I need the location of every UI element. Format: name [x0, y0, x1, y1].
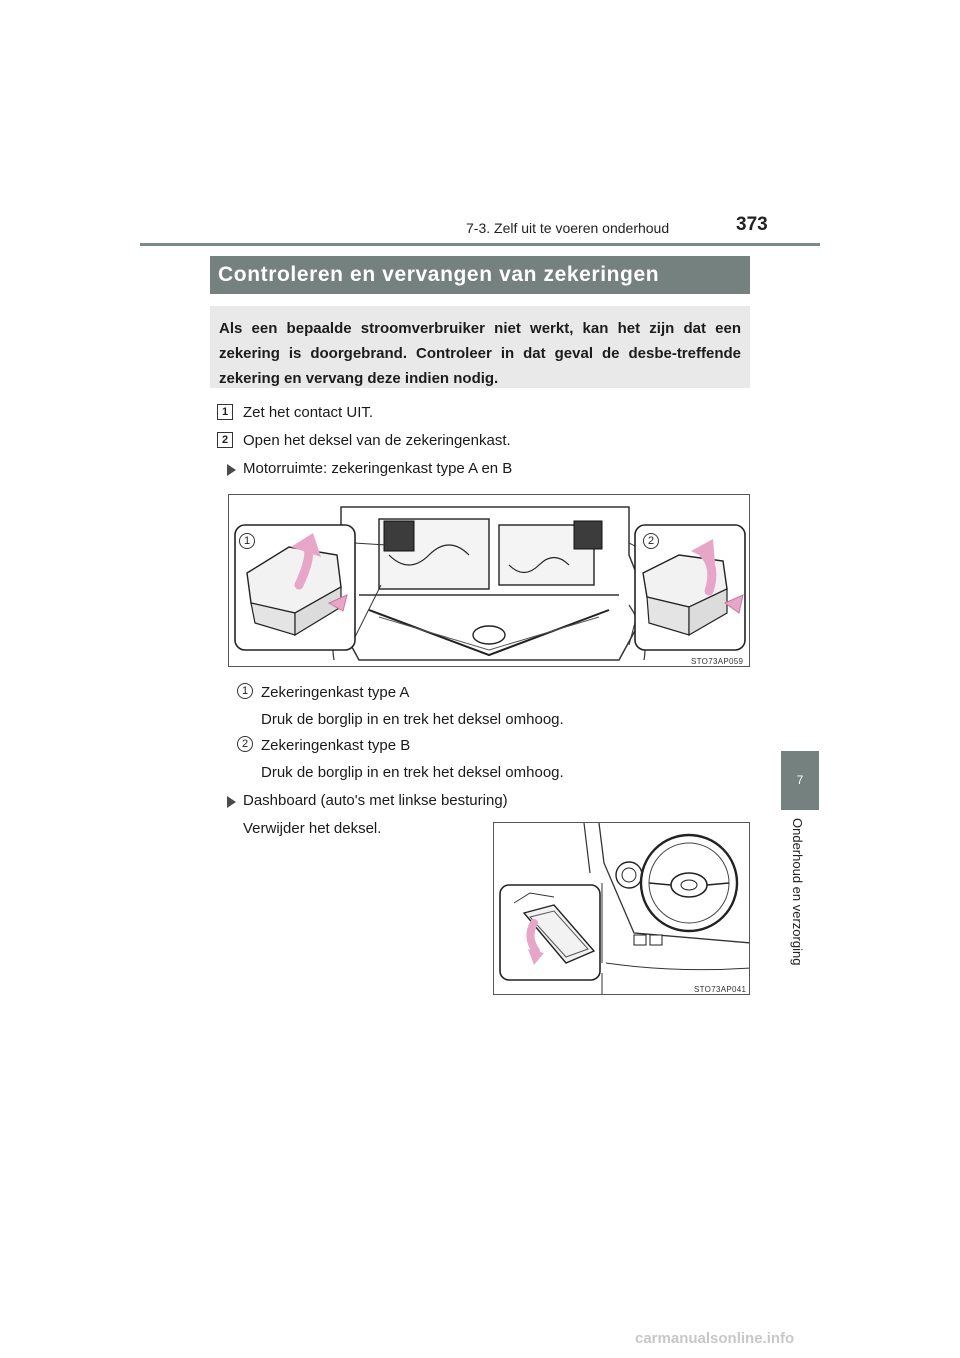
engine-fusebox-illustration	[228, 494, 750, 667]
engine-bay-drawing	[229, 495, 750, 667]
intro-box: Als een bepaalde stroomverbruiker niet werkt, kan het zijn dat een zekering is doorgebrand. Controleer in dat geval de desbe-treffende zekering en vervang deze indien nodig.	[210, 306, 750, 388]
dashboard-instruction: Verwijder het deksel.	[243, 820, 382, 837]
bullet-triangle-icon	[227, 464, 236, 476]
subheading-dashboard: Dashboard (auto's met linkse besturing)	[243, 792, 508, 809]
page-number: 373	[736, 214, 768, 235]
section-title: Controleren en vervangen van zekeringen	[210, 256, 750, 294]
step-number-badge: 1	[217, 404, 233, 420]
bullet-triangle-icon	[227, 796, 236, 808]
callout-number-1: 1	[239, 533, 255, 549]
callout-title: Zekeringenkast type B	[261, 737, 411, 754]
figure-code: STO73AP041	[694, 985, 747, 994]
callout-text: Druk de borglip in en trek het deksel omhoog.	[261, 764, 564, 781]
step-text: Open het deksel van de zekeringenkast.	[243, 432, 511, 449]
callout-text: Druk de borglip in en trek het deksel omhoog.	[261, 711, 564, 728]
header-rule	[140, 243, 820, 246]
dashboard-fusebox-illustration	[493, 822, 750, 995]
chapter-tab: 7	[781, 751, 819, 810]
callout-number: 1	[237, 683, 253, 699]
chapter-label: Onderhoud en verzorging	[790, 818, 805, 966]
callout-number: 2	[237, 736, 253, 752]
subheading-engine: Motorruimte: zekeringenkast type A en B	[243, 460, 513, 477]
watermark: carmanualsonline.info	[635, 1330, 795, 1347]
dashboard-drawing	[494, 823, 750, 995]
callout-number-2: 2	[643, 533, 659, 549]
step-number-badge: 2	[217, 432, 233, 448]
figure-code: STO73AP059	[691, 657, 744, 666]
step-text: Zet het contact UIT.	[243, 404, 374, 421]
callout-title: Zekeringenkast type A	[261, 684, 410, 701]
section-header: 7-3. Zelf uit te voeren onderhoud	[466, 220, 670, 236]
